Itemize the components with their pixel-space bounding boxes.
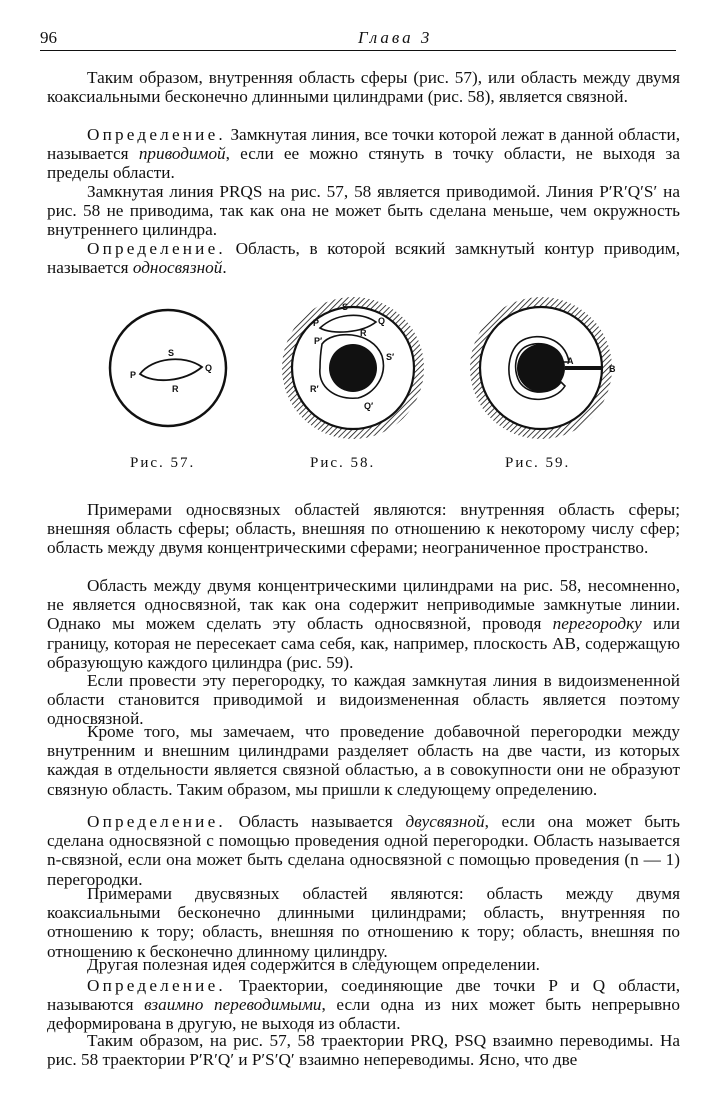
- term-doubly-connected: двусвязной: [405, 812, 485, 831]
- paragraph-1: Таким образом, внутренняя область сферы (рис. 57), или область между двумя коаксиальными бесконечно длинными цилиндрами (рис. 58), является связной.: [47, 68, 680, 107]
- paragraph-5: Примерами односвязных областей являются: внутренняя область сферы; внешняя область сферы; область, внешняя по отношению к некоторому числу сфер; область между двумя концентрическими сферами; неограниченное пространство.: [47, 500, 680, 558]
- page-header: [40, 26, 676, 51]
- inner-cylinder: [329, 344, 377, 392]
- figure-57: [98, 286, 234, 446]
- point-label: S: [168, 348, 175, 358]
- point-label: S′: [386, 352, 395, 362]
- paragraph-11: Другая полезная идея содержится в следующем определении.: [87, 955, 540, 974]
- paragraph-10: Примерами двусвязных областей являются: область между двумя коаксиальными бесконечно длинными цилиндрами; область, внутренняя по отношению к тору; область, внешняя по отношению к тору; область, внешняя по отношению к бесконечно длинному цилиндру.: [47, 884, 680, 961]
- definition-homotopic: Определение. Траектории, соединяющие две точки P и Q области, называются взаимно переводимыми, если одна из них может быть непрерывно деформирована в другую, не выходя из области.: [47, 976, 680, 1034]
- point-label: Q: [205, 363, 213, 373]
- closed-curve-prqs: [140, 359, 202, 380]
- paragraph-6: Область между двумя концентрическими цилиндрами на рис. 58, несомненно, не является односвязной, так как она содержит неприводимые замкнутые линии. Однако мы можем сделать эту область односвязной, проводя перегородку или границу, которая не пересекает сама себя, как, например, плоскость AB, содержащую образующую каждого цилиндра (рис. 59).: [47, 576, 680, 672]
- definition-label: Определение.: [87, 125, 226, 144]
- point-label: P′: [314, 336, 323, 346]
- point-label: Q: [378, 316, 386, 326]
- chapter-title: Глава 3: [358, 28, 433, 47]
- term-homotopic: взаимно переводимыми: [144, 995, 322, 1015]
- paragraph-8: Кроме того, мы замечаем, что проведение добавочной перегородки между внутренним и внешним цилиндрами разделяет область на две части, из которых каждая в отдельности является связной областью, а в совокупности они не образуют связную область. Таким образом, мы пришли к следующему определению.: [47, 722, 680, 799]
- caption-fig-59: Рис. 59.: [505, 455, 571, 471]
- term-reducible: приводимой: [138, 144, 226, 164]
- point-label: P: [130, 370, 137, 380]
- point-label: B: [609, 364, 616, 374]
- definition-label: Определение.: [87, 239, 226, 258]
- point-label: S: [342, 302, 349, 312]
- definition-label: Определение.: [87, 976, 226, 995]
- caption-fig-58: Рис. 58.: [310, 455, 376, 471]
- point-label: Q′: [364, 401, 374, 411]
- term-simply-connected: односвязной: [132, 258, 223, 278]
- paragraph-13: Таким образом, на рис. 57, 58 траектории PRQ, PSQ взаимно переводимы. На рис. 58 траектории P′R′Q′ и P′S′Q′ взаимно непереводимы. Ясно, что две: [47, 1031, 680, 1070]
- point-label: A: [567, 356, 574, 366]
- definition-doubly-connected: Определение. Область называется двусвязной, если она может быть сделана односвязной с помощью проведения одной перегородки. Область называется n-связной, если она может быть сделана односвязной с помощью проведения (n — 1) перегородки.: [47, 812, 680, 889]
- definition-simply-connected: Определение. Область, в которой всякий замкнутый контур приводим, называется односвязной.: [47, 239, 680, 278]
- figure-59: [469, 286, 629, 446]
- figure-58: [280, 286, 430, 446]
- definition-reducible: Определение. Замкнутая линия, все точки которой лежат в данной области, называется приводимой, если ее можно стянуть в точку области, не выходя за пределы области.: [47, 125, 680, 183]
- paragraph-3: Замкнутая линия PRQS на рис. 57, 58 является приводимой. Линия P′R′Q′S′ на рис. 58 не приводима, так как она не может быть сделана меньше, чем окружность внутреннего цилиндра.: [47, 182, 680, 240]
- definition-label: Определение.: [87, 812, 226, 831]
- point-label: R: [172, 384, 179, 394]
- caption-fig-57: Рис. 57.: [130, 455, 196, 471]
- term-barrier: перегородку: [552, 614, 642, 634]
- point-label: P: [313, 318, 320, 328]
- point-label: R: [360, 328, 367, 338]
- page-number: 96: [40, 28, 57, 47]
- paragraph-7: Если провести эту перегородку, то каждая замкнутая линия в видоизмененной области становится приводимой и видоизмененная область является поэтому односвязной.: [47, 671, 680, 729]
- point-label: R′: [310, 384, 319, 394]
